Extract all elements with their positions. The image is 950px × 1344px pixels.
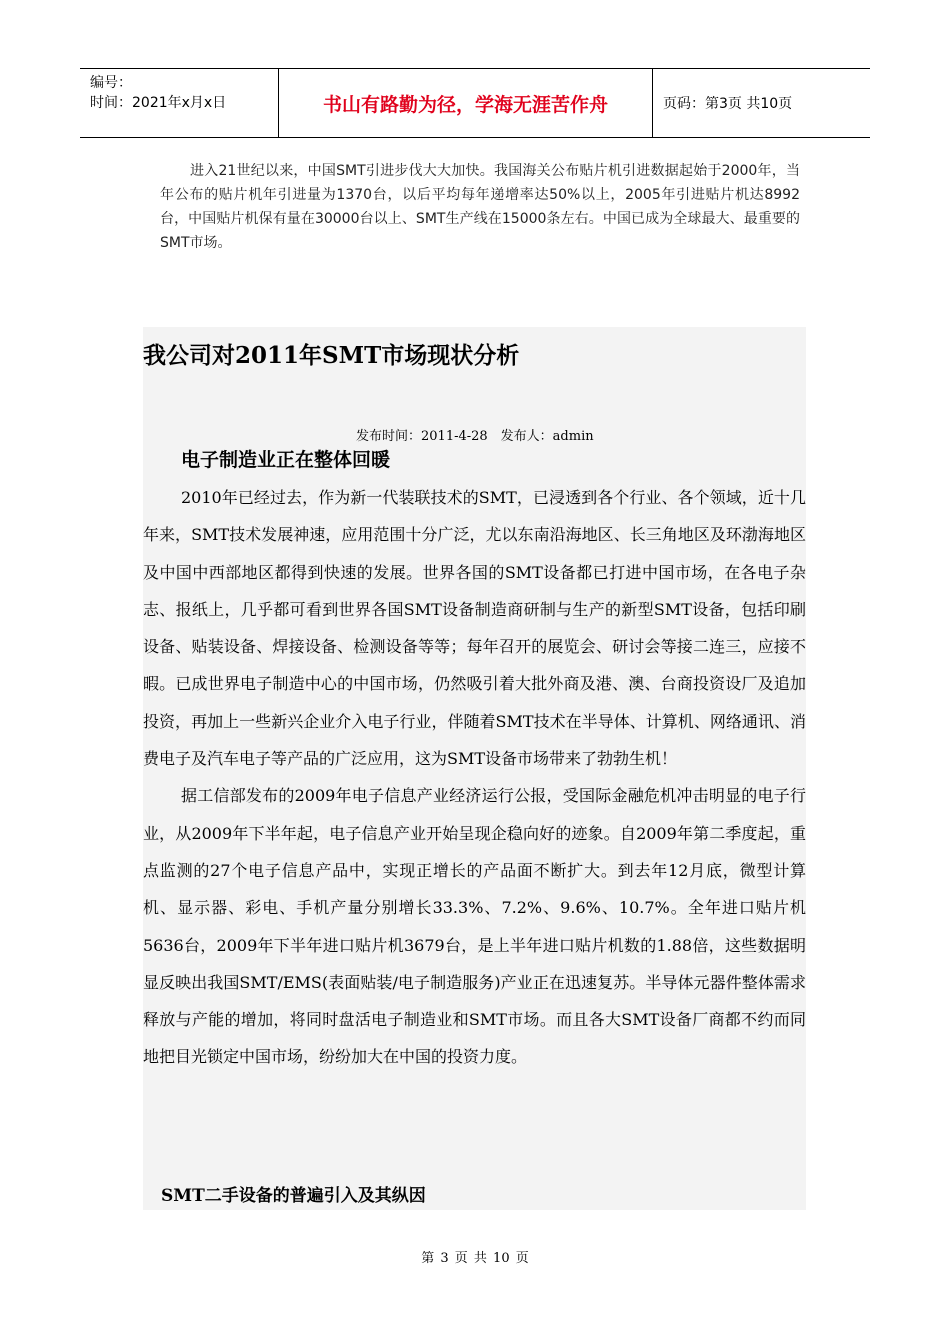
header-page-info: 页码：第3页 共10页 <box>663 96 793 112</box>
article-box <box>143 327 806 1210</box>
header-motto: 书山有路勤为径，学海无涯苦作舟 <box>279 69 653 137</box>
code-label: 编号： <box>90 75 132 91</box>
article-title: 我公司对2011年SMT市场现状分析 <box>143 342 520 369</box>
header-meta-cell <box>80 69 279 137</box>
date-label: 时间：2021年x月x日 <box>90 95 227 111</box>
article-meta: 发布时间：2011-4-28 发布人：admin <box>356 429 594 444</box>
document-header <box>80 68 870 138</box>
paragraph: 据工信部发布的2009年电子信息产业经济运行公报，受国际金融危机冲击明显的电子行业，从2009年下半年起，电子信息产业开始呈现企稳向好的迹象。自2009年第二季度起，重点监测的27个电子信息产品中，实现正增长的产品面不断扩大。到去年12月底，微型计算机、显示器、彩电、手机产量分别增长33.3%、7.2%、9.6%、10.7%。全年进口贴片机5636台，2009年下半年进口贴片机3679台，是上半年进口贴片机数的1.88倍，这些数据明显反映出我国SMT/EMS(表面贴装/电子制造服务)产业正在迅速复苏。半导体元器件整体需求释放与产能的增加，将同时盘活电子制造业和SMT市场。而且各大SMT设备厂商都不约而同地把目光锁定中国市场，纷纷加大在中国的投资力度。 <box>143 786 806 1067</box>
paragraph: 2010年已经过去，作为新一代装联技术的SMT，已浸透到各个行业、各个领域，近十几年来，SMT技术发展神速，应用范围十分广泛，尤以东南沿海地区、长三角地区及环渤海地区及中国中西部地区都得到快速的发展。世界各国的SMT设备都已打进中国市场，在各电子杂志、报纸上，几乎都可看到世界各国SMT设备制造商研制与生产的新型SMT设备，包括印刷设备、贴装设备、焊接设备、检测设备等等；每年召开的展览会、研讨会等接二连三，应接不暇。已成世界电子制造中心的中国市场，仍然吸引着大批外商及港、澳、台商投资设厂及追加投资，再加上一些新兴企业介入电子行业，伴随着SMT技术在半导体、计算机、网络通讯、消费电子及汽车电子等产品的广泛应用，这为SMT设备市场带来了勃勃生机！ <box>143 488 806 769</box>
intro-paragraph: 进入21世纪以来，中国SMT引进步伐大大加快。我国海关公布贴片机引进数据起始于2000年，当年公布的贴片机年引进量为1370台，以后平均每年递增率达50%以上，2005年引进贴片机达8992台，中国贴片机保有量在30000台以上、SMT生产线在15000条左右。中国已成为全球最大、最重要的SMT市场。 <box>160 163 800 251</box>
subsection-heading: SMT二手设备的普遍引入及其纵因 <box>161 1186 426 1206</box>
article-body <box>143 479 806 1076</box>
page-footer: 第 3 页 共 10 页 <box>421 1251 529 1266</box>
section-heading: 电子制造业正在整体回暖 <box>181 449 391 471</box>
